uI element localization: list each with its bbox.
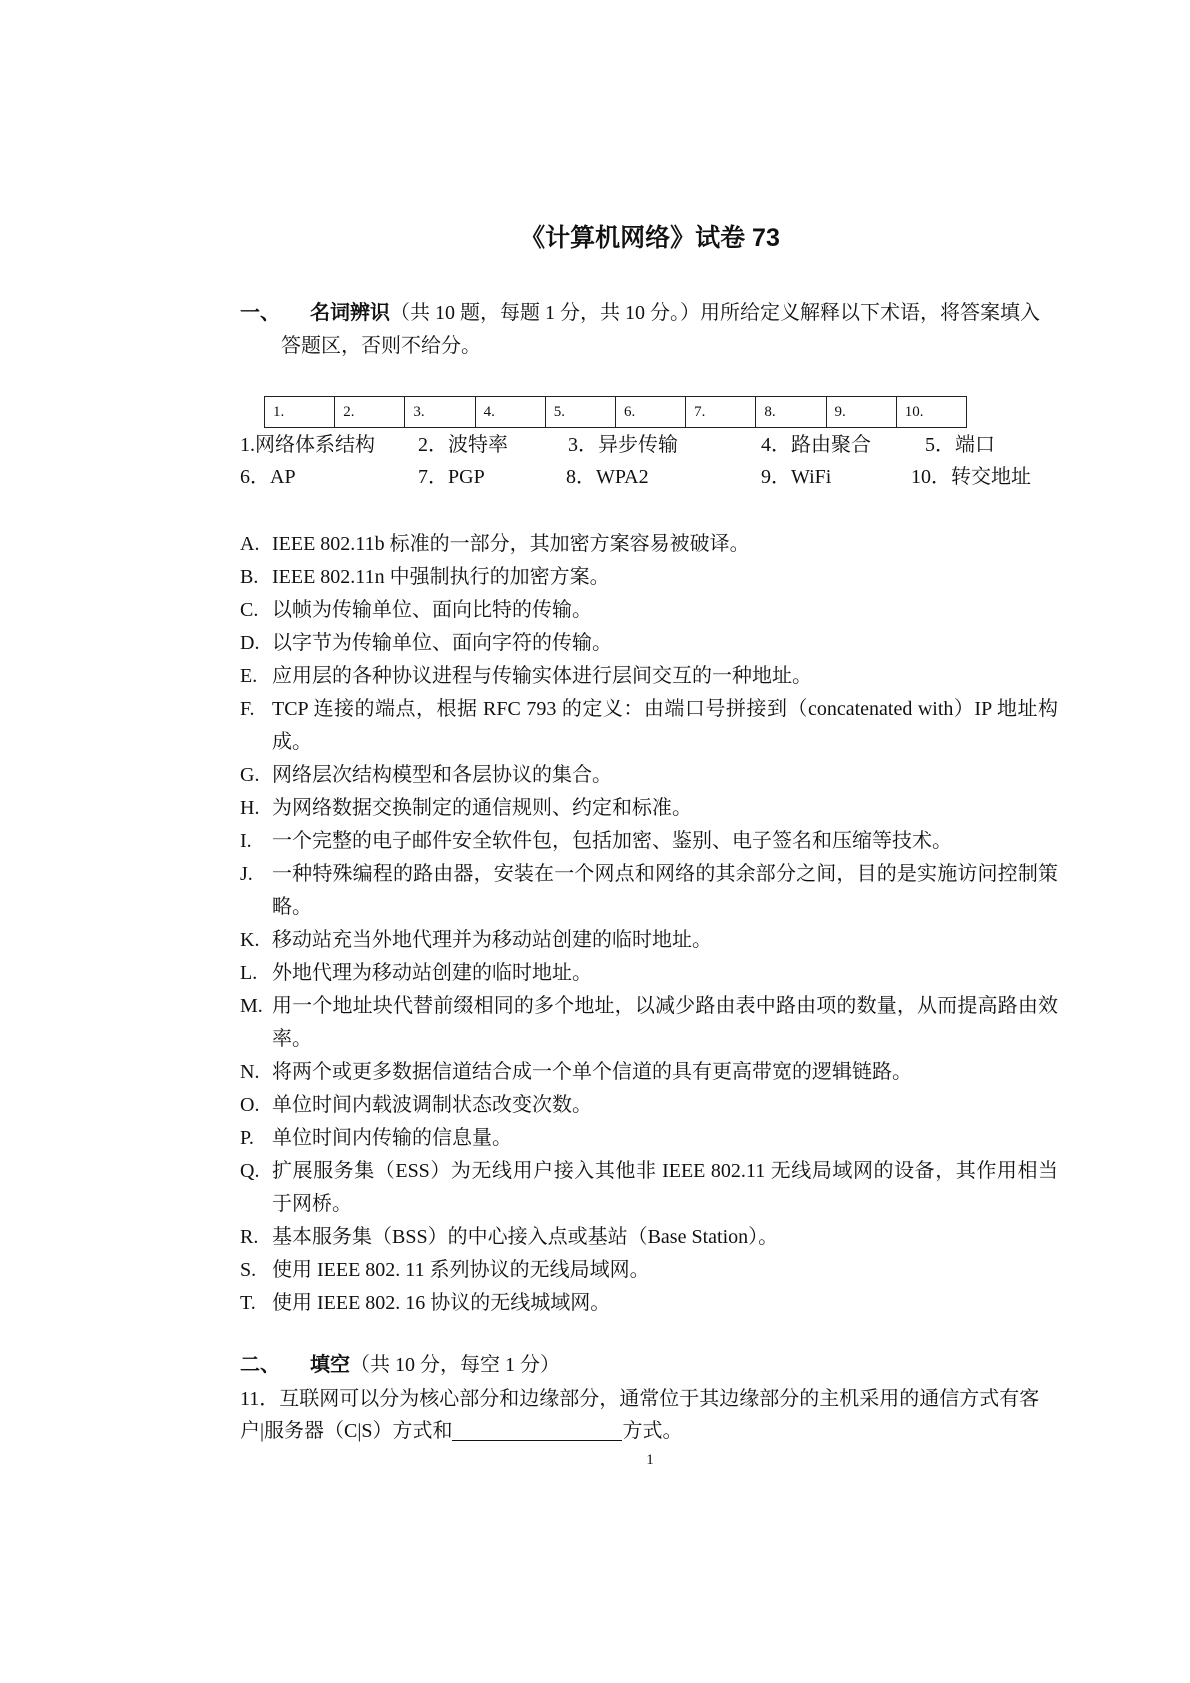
- answer-cell[interactable]: 5.: [545, 397, 615, 428]
- section2-desc: （共 10 分，每空 1 分）: [350, 1354, 560, 1376]
- definition-text: 用一个地址块代替前缀相同的多个地址，以减少路由表中路由项的数量，从而提高路由效率。: [272, 995, 1058, 1050]
- definition-text: 单位时间内载波调制状态改变次数。: [272, 1094, 592, 1116]
- definition-label: D.: [240, 632, 260, 654]
- section-number: 一、: [240, 302, 280, 324]
- question-11-line2: [240, 1415, 682, 1448]
- definition-item: [240, 957, 1058, 990]
- definition-item: [240, 792, 1058, 825]
- definition-item: [240, 990, 1058, 1056]
- definition-label: L.: [240, 962, 258, 984]
- question-11-line1: 11．互联网可以分为核心部分和边缘部分，通常位于其边缘部分的主机采用的通信方式有客: [240, 1388, 1040, 1410]
- definition-item: [240, 924, 1058, 957]
- answer-cell[interactable]: 6.: [615, 397, 685, 428]
- definition-text: 使用 IEEE 802. 16 协议的无线城域网。: [272, 1292, 611, 1314]
- term: 6．AP: [240, 466, 296, 488]
- definition-label: F.: [240, 698, 255, 720]
- definition-item: [240, 627, 1058, 660]
- definition-item: [240, 693, 1058, 759]
- section-heading-line: [310, 297, 1040, 330]
- term: 1.网络体系结构: [240, 434, 375, 456]
- answer-cell[interactable]: 3.: [405, 397, 475, 428]
- definition-label: A.: [240, 533, 260, 555]
- section-desc: （共 10 题，每题 1 分，共 10 分。）用所给定义解释以下术语，将答案填入: [390, 302, 1040, 324]
- definition-item: [240, 1056, 1058, 1089]
- definition-item: [240, 1155, 1058, 1221]
- term: 3．异步传输: [568, 434, 678, 456]
- definition-item: [240, 825, 1058, 858]
- definition-label: N.: [240, 1061, 260, 1083]
- definition-text: 扩展服务集（ESS）为无线用户接入其他非 IEEE 802.11 无线局域网的设备，其作用相当于网桥。: [272, 1160, 1058, 1215]
- definition-text: 应用层的各种协议进程与传输实体进行层间交互的一种地址。: [272, 665, 812, 687]
- definition-text: 将两个或更多数据信道结合成一个单个信道的具有更高带宽的逻辑链路。: [272, 1061, 912, 1083]
- definition-item: [240, 528, 1058, 561]
- definition-text: 网络层次结构模型和各层协议的集合。: [272, 764, 612, 786]
- answer-cell[interactable]: 4.: [475, 397, 545, 428]
- definition-label: K.: [240, 929, 260, 951]
- section2-heading: 填空: [310, 1354, 350, 1376]
- definition-item: [240, 1089, 1058, 1122]
- definition-item: [240, 561, 1058, 594]
- term: 2．波特率: [418, 434, 508, 456]
- definition-item: [240, 660, 1058, 693]
- definition-text: 为网络数据交换制定的通信规则、约定和标准。: [272, 797, 692, 819]
- definition-item: [240, 594, 1058, 627]
- definition-label: P.: [240, 1127, 254, 1149]
- q11-text: 户|服务器（C|S）方式和: [240, 1420, 453, 1442]
- definition-label: B.: [240, 566, 259, 588]
- answer-table: [264, 396, 967, 428]
- answer-cell[interactable]: 7.: [686, 397, 756, 428]
- section-desc-2: 答题区，否则不给分。: [281, 335, 481, 357]
- definition-item: [240, 1221, 1058, 1254]
- answer-cell[interactable]: 9.: [826, 397, 896, 428]
- definition-list: [240, 528, 1058, 1320]
- definition-text: 基本服务集（BSS）的中心接入点或基站（Base Station）。: [272, 1226, 779, 1248]
- definition-label: Q.: [240, 1160, 260, 1182]
- definition-label: O.: [240, 1094, 260, 1116]
- term: 5．端口: [925, 434, 995, 456]
- section2-number: 二、: [240, 1354, 280, 1376]
- definition-text: 一种特殊编程的路由器，安装在一个网点和网络的其余部分之间，目的是实施访问控制策略。: [272, 863, 1058, 918]
- answer-cell[interactable]: 8.: [756, 397, 826, 428]
- definition-text: 使用 IEEE 802. 11 系列协议的无线局域网。: [272, 1259, 650, 1281]
- definition-label: G.: [240, 764, 260, 786]
- definition-label: H.: [240, 797, 260, 819]
- definition-label: J.: [240, 863, 253, 885]
- definition-item: [240, 1122, 1058, 1155]
- definition-text: IEEE 802.11n 中强制执行的加密方案。: [272, 566, 610, 588]
- definition-text: 以帧为传输单位、面向比特的传输。: [272, 599, 592, 621]
- definition-item: [240, 858, 1058, 924]
- definition-item: [240, 759, 1058, 792]
- section2-heading-line: [310, 1349, 560, 1382]
- page-title: 《计算机网络》试卷 73: [520, 224, 780, 252]
- definition-label: E.: [240, 665, 258, 687]
- term: 9．WiFi: [761, 466, 832, 488]
- term: 7．PGP: [418, 466, 485, 488]
- definition-item: [240, 1287, 1058, 1320]
- term: 10．转交地址: [911, 466, 1031, 488]
- definition-label: M.: [240, 995, 263, 1017]
- definition-label: T.: [240, 1292, 256, 1314]
- definition-text: 外地代理为移动站创建的临时地址。: [272, 962, 592, 984]
- definition-item: [240, 1254, 1058, 1287]
- definition-text: 单位时间内传输的信息量。: [272, 1127, 512, 1149]
- definition-text: 移动站充当外地代理并为移动站创建的临时地址。: [272, 929, 712, 951]
- definition-text: 以字节为传输单位、面向字符的传输。: [272, 632, 612, 654]
- definition-label: S.: [240, 1259, 257, 1281]
- term: 8．WPA2: [566, 466, 649, 488]
- page-number: 1: [646, 1452, 654, 1468]
- definition-text: 一个完整的电子邮件安全软件包，包括加密、鉴别、电子签名和压缩等技术。: [272, 830, 952, 852]
- definition-text: IEEE 802.11b 标准的一部分，其加密方案容易被破译。: [272, 533, 750, 555]
- definition-label: R.: [240, 1226, 259, 1248]
- answer-cell[interactable]: 10.: [896, 397, 966, 428]
- definition-label: C.: [240, 599, 259, 621]
- answer-cell[interactable]: 1.: [265, 397, 335, 428]
- q11-text-end: 方式。: [622, 1420, 683, 1442]
- term: 4．路由聚合: [761, 434, 871, 456]
- definition-text: TCP 连接的端点，根据 RFC 793 的定义：由端口号拼接到（concatenated with）IP 地址构成。: [272, 698, 1058, 753]
- answer-cell[interactable]: 2.: [335, 397, 405, 428]
- section-heading: 名词辨识: [310, 302, 390, 324]
- definition-label: I.: [240, 830, 252, 852]
- answer-blank[interactable]: [452, 1416, 622, 1441]
